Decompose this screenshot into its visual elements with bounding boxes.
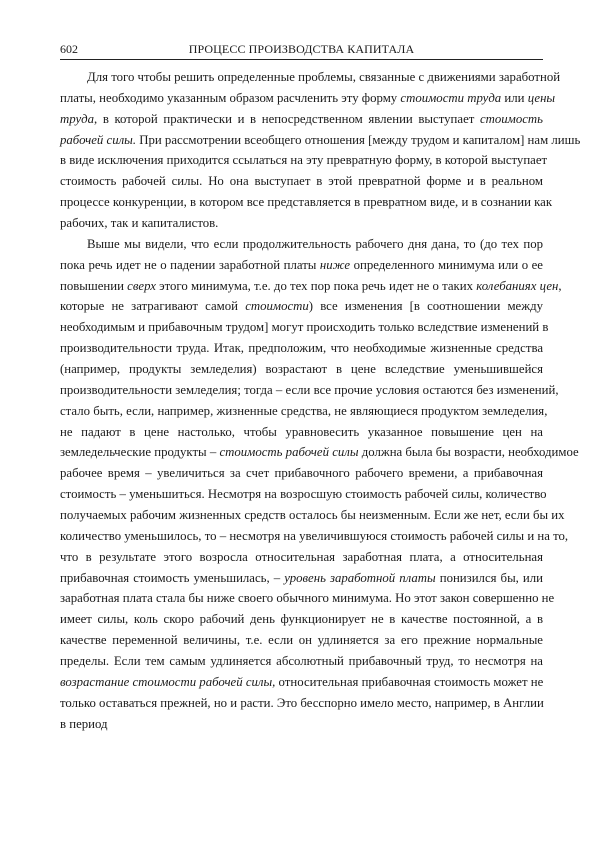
text-line bbox=[60, 547, 543, 568]
text-line bbox=[60, 422, 543, 443]
emphasis-text: уровень заработной платы bbox=[284, 570, 436, 585]
text-line bbox=[60, 526, 569, 547]
text-segment: Выше мы видели, что если продолжительность рабочего дня дана, то (до тех пор bbox=[87, 236, 543, 251]
text-line bbox=[60, 130, 581, 151]
text-segment: прибавочная стоимость уменьшилась, – bbox=[60, 570, 285, 585]
text-segment: платы, необходимо указанным образом расчленить эту форму bbox=[60, 90, 401, 105]
text-segment: (например, продукты земледелия) возрастают в цене вследствие уменьшившейся bbox=[60, 362, 543, 377]
text-segment: пределы. Если тем самым удлиняется абсолютный прибавочный труд, то несмотря на bbox=[60, 654, 543, 669]
text-segment: необходимым и прибавочным трудом] могут происходить только вследствие изменений в bbox=[60, 320, 549, 335]
text-segment: в виде исключения приходится ссылаться на эту превратную форму, в которой выступает bbox=[60, 153, 548, 168]
text-line bbox=[60, 88, 556, 109]
text-segment: только оставаться прежней, но и расти. Это бесспорно имело место, например, в Англии bbox=[60, 695, 544, 710]
text-segment: пока речь идет не о падении заработной платы bbox=[60, 257, 320, 272]
text-line bbox=[60, 276, 562, 297]
text-line bbox=[60, 630, 543, 651]
text-segment: количество уменьшилось, то – несмотря на увеличившуюся стоимость рабочей силы и на то, bbox=[60, 528, 569, 543]
text-line bbox=[60, 150, 548, 171]
text-segment: заработная плата стала бы ниже своего обычного минимума. Но этот закон совершенно не bbox=[60, 591, 555, 606]
emphasis-text: сверх bbox=[127, 278, 156, 293]
text-line bbox=[60, 484, 547, 505]
text-line bbox=[60, 234, 543, 255]
text-line bbox=[60, 317, 549, 338]
emphasis-text: труда bbox=[60, 111, 94, 126]
running-header bbox=[60, 42, 543, 58]
text-line bbox=[60, 442, 579, 463]
text-segment: стоимость рабочей силы. Но она выступает в этой превратной форме и в реальном bbox=[60, 174, 543, 189]
text-segment: в период bbox=[60, 716, 108, 731]
text-line bbox=[60, 651, 543, 672]
text-line bbox=[60, 714, 543, 735]
text-segment: рабочих, так и капиталистов. bbox=[60, 216, 219, 231]
text-segment: , bbox=[558, 278, 562, 293]
text-segment: повышении bbox=[60, 278, 128, 293]
text-segment: которые не затрагивают самой bbox=[60, 299, 246, 314]
text-line bbox=[60, 192, 553, 213]
running-title: ПРОЦЕСС ПРОИЗВОДСТВА КАПИТАЛА bbox=[188, 42, 415, 56]
text-line bbox=[60, 171, 543, 192]
text-segment: качестве переменной величины, т.е. если он удлиняется за его прежние нормальные bbox=[60, 633, 543, 648]
text-segment: При рассмотрении всеобщего отношения [между трудом и капиталом] нам лишь bbox=[136, 132, 581, 147]
text-segment: производительности труда. Итак, предположим, что необходимые жизненные средства bbox=[60, 341, 543, 356]
text-segment: что в результате этого возросла относительная заработная плата, а относительная bbox=[60, 549, 543, 564]
text-line bbox=[60, 359, 543, 380]
text-segment: , в которой практически и в непосредственном явлении выступает bbox=[94, 111, 480, 126]
text-segment: не падают в цене настолько, чтобы уравновесить указанное повышение цен на bbox=[60, 424, 543, 439]
text-line bbox=[60, 255, 543, 276]
emphasis-text: стоимости труда bbox=[400, 90, 502, 105]
text-segment: рабочее время – увеличиться за счет прибавочного рабочего времени, а прибавочная bbox=[60, 466, 543, 481]
emphasis-text: возрастание стоимости рабочей силы, bbox=[60, 674, 276, 689]
text-line bbox=[60, 588, 555, 609]
text-segment: ) все изменения [в соотношении между bbox=[308, 299, 543, 314]
emphasis-text: рабочей силы. bbox=[60, 132, 137, 147]
text-line bbox=[60, 380, 559, 401]
text-segment: определенного минимума или о ее bbox=[350, 257, 543, 272]
emphasis-text: стоимость рабочей силы bbox=[219, 445, 359, 460]
text-line bbox=[60, 338, 543, 359]
text-segment: должна была бы возрасти, необходимое bbox=[358, 445, 579, 460]
text-line bbox=[60, 609, 543, 630]
emphasis-text: стоимость bbox=[479, 111, 543, 126]
text-line bbox=[60, 505, 565, 526]
text-segment: получаемых рабочим жизненных средств осталось бы неизменным. Если же нет, если бы их bbox=[60, 508, 565, 523]
text-line bbox=[60, 463, 543, 484]
header-rule bbox=[60, 59, 543, 60]
emphasis-text: стоимости bbox=[245, 299, 309, 314]
text-line bbox=[60, 401, 548, 422]
text-segment: стало быть, если, например, жизненные средства, не являющиеся продуктом земледелия, bbox=[60, 403, 548, 418]
emphasis-text: ниже bbox=[319, 257, 351, 272]
text-segment: понизился бы, или bbox=[435, 570, 543, 585]
text-line bbox=[60, 693, 543, 714]
paragraph bbox=[60, 67, 581, 234]
text-segment: производительности земледелия; тогда – если все прочие условия остаются без изменений, bbox=[60, 382, 559, 397]
emphasis-text: колебаниях цен bbox=[476, 278, 559, 293]
text-segment: Для того чтобы решить определенные проблемы, связанные с движениями заработной bbox=[87, 70, 561, 84]
text-line bbox=[60, 672, 543, 693]
text-segment: стоимость – уменьшиться. Несмотря на возросшую стоимость рабочей силы, количество bbox=[60, 487, 547, 502]
text-segment: или bbox=[501, 90, 528, 105]
text-line bbox=[60, 109, 543, 130]
emphasis-text: цены bbox=[527, 90, 556, 105]
text-line bbox=[60, 213, 543, 234]
body-text bbox=[60, 67, 581, 735]
text-line bbox=[60, 568, 543, 589]
text-segment: этого минимума, т.е. до тех пор пока речь идет не о таких bbox=[155, 278, 477, 293]
text-segment: имеет силы, коль скоро рабочий день функционирует не в качестве постоянной, а в bbox=[60, 612, 543, 627]
text-segment: процессе конкуренции, в котором все представляется в превратном виде, и в сознании как bbox=[60, 195, 553, 210]
paragraph bbox=[60, 234, 579, 735]
text-line bbox=[60, 67, 561, 88]
page-number: 602 bbox=[60, 42, 78, 56]
text-segment: земледельческие продукты – bbox=[60, 445, 220, 460]
text-segment: относительная прибавочная стоимость может не bbox=[275, 674, 544, 689]
text-line bbox=[60, 296, 543, 317]
